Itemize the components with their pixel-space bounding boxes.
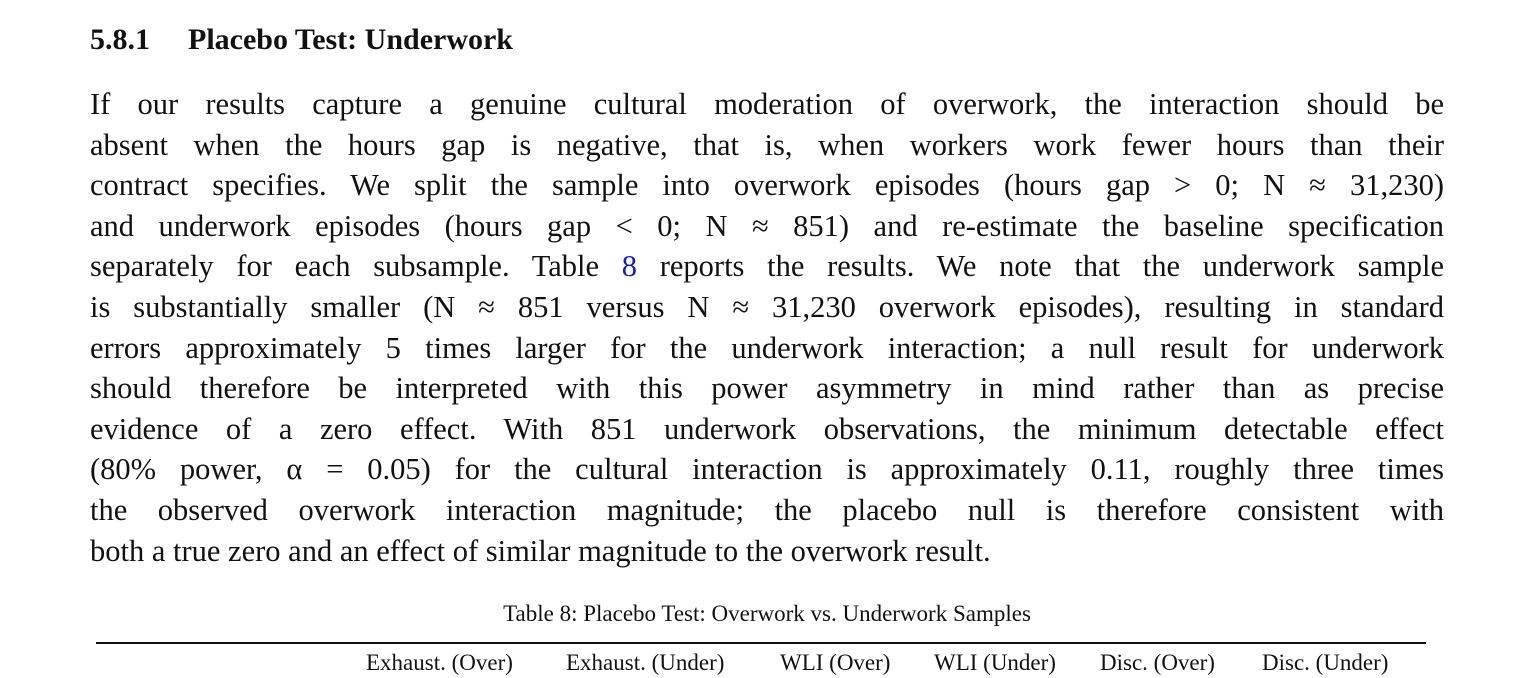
paragraph-text: separately for each subsample. Table bbox=[90, 249, 622, 284]
table-column-header: Exhaust. (Over) bbox=[366, 650, 513, 675]
paragraph-line: If our results capture a genuine cultural moderation of overwork, the interaction should be bbox=[90, 87, 1444, 121]
paragraph-line: both a true zero and an effect of similar magnitude to the overwork result. bbox=[90, 533, 991, 568]
paragraph-line: evidence of a zero effect. With 851 underwork observations, the minimum detectable effect bbox=[90, 411, 1444, 446]
paragraph-line: absent when the hours gap is negative, that is, when workers work fewer hours than their bbox=[90, 127, 1444, 162]
table-column-header: Exhaust. (Under) bbox=[566, 650, 725, 675]
paragraph-text: reports the results. We note that the underwork sample bbox=[637, 249, 1444, 284]
table-top-rule bbox=[96, 642, 1426, 644]
paragraph-line: (80% power, α = 0.05) for the cultural interaction is approximately 0.11, roughly three times bbox=[90, 452, 1444, 487]
table-column-header: WLI (Over) bbox=[780, 650, 891, 675]
paragraph-line: errors approximately 5 times larger for the underwork interaction; a null result for underwork bbox=[90, 330, 1444, 365]
section-number: 5.8.1 bbox=[90, 23, 150, 56]
table-column-header: WLI (Under) bbox=[934, 650, 1056, 675]
section-title: Placebo Test: Underwork bbox=[188, 23, 513, 56]
paragraph-line: and underwork episodes (hours gap < 0; N ≈ 851) and re-estimate the baseline specification bbox=[90, 208, 1444, 243]
table-caption: Table 8: Placebo Test: Overwork vs. Underwork Samples bbox=[503, 601, 1031, 626]
paragraph-line: should therefore be interpreted with this power asymmetry in mind rather than as precise bbox=[90, 371, 1444, 406]
body-paragraph bbox=[90, 84, 1444, 571]
table-reference-link[interactable]: 8 bbox=[621, 249, 637, 284]
paragraph-line bbox=[90, 246, 1444, 287]
section-heading bbox=[90, 20, 513, 60]
table-column-header: Disc. (Over) bbox=[1100, 650, 1215, 675]
table-header-row bbox=[96, 648, 1426, 678]
paragraph-line: contract specifies. We split the sample into overwork episodes (hours gap > 0; N ≈ 31,230) bbox=[90, 168, 1444, 203]
table-column-header: Disc. (Under) bbox=[1262, 650, 1389, 675]
paragraph-line: is substantially smaller (N ≈ 851 versus N ≈ 31,230 overwork episodes), resulting in standard bbox=[90, 289, 1444, 324]
paragraph-line: the observed overwork interaction magnitude; the placebo null is therefore consistent with bbox=[90, 492, 1444, 527]
